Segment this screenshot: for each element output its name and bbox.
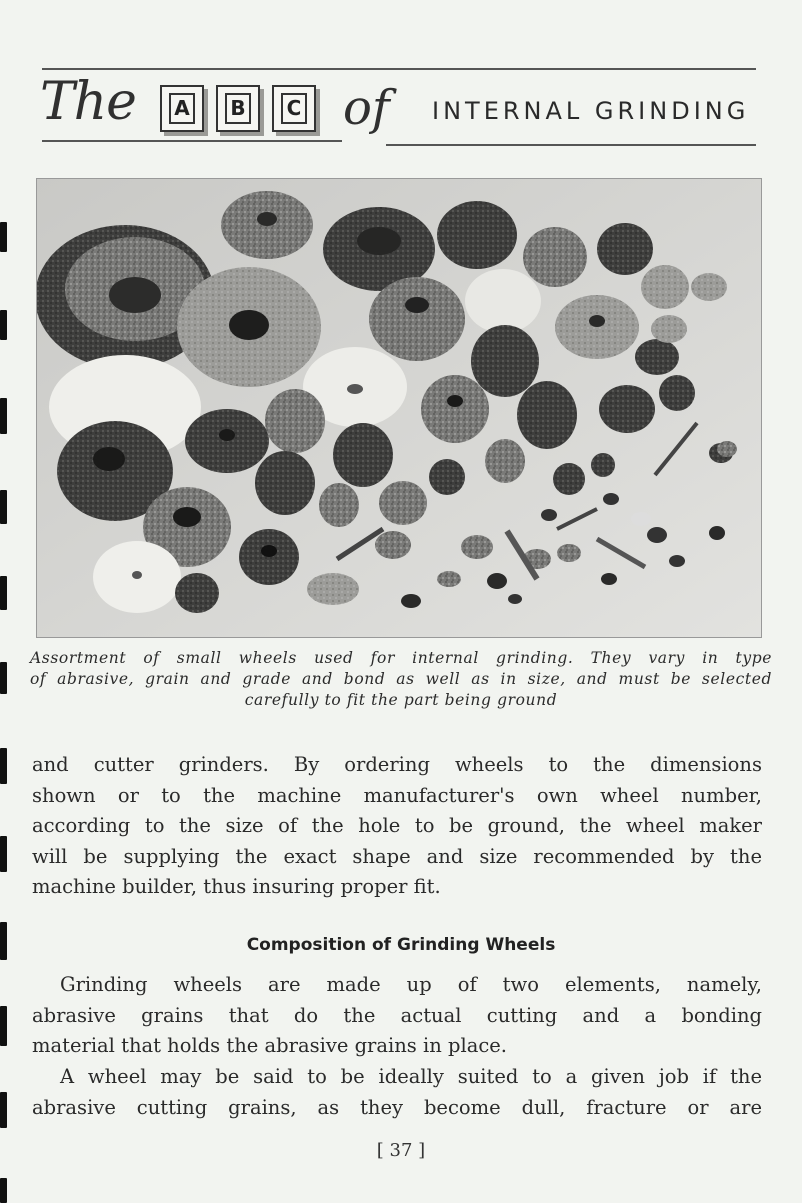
caption-line: Assortment of small wheels used for internal grinding. They vary in type [30,649,772,667]
header-rule-bottom-right [386,144,756,146]
paragraph-line: material that holds the abrasive grains in place. [32,1034,508,1057]
page-number: [ 37 ] [376,1140,426,1161]
header-block-a-letter: A [169,93,195,124]
paragraph-line: according to the size of the hole to be ground, the wheel maker [32,814,762,837]
paragraph-line: A wheel may be said to be ideally suited to a given job if the [60,1065,762,1088]
header-block-c-letter: C [281,93,307,124]
caption-line: of abrasive, grain and grade and bond as well as in size, and must be selected [30,670,772,688]
header-block-b-letter: B [225,93,251,124]
paragraph-line: abrasive cutting grains, as they become dull, fracture or are [32,1095,762,1119]
caption-line: carefully to fit the part being ground [244,691,558,709]
header-rule-top [42,68,756,70]
body-paragraph-1 [32,750,762,903]
paragraph-line: machine builder, thus insuring proper fit. [32,875,441,898]
header-title: INTERNAL GRINDING [432,97,750,125]
figure-caption [30,648,772,711]
header-block-c [272,85,316,132]
header-block-b [216,85,260,132]
header-rule-bottom-left [42,140,342,142]
body-paragraph-3 [32,1062,762,1123]
section-heading: Composition of Grinding Wheels [246,935,556,955]
paragraph-line: shown or to the machine manufacturer's own wheel number, [32,783,762,807]
grinding-wheels-photo [36,178,762,638]
paragraph-line: will be supplying the exact shape and size recommended by the [32,844,762,868]
paragraph-line: and cutter grinders. By ordering wheels to the dimensions [32,753,762,776]
paragraph-line: abrasive grains that do the actual cutting and a bonding [32,1003,762,1027]
header-script-of: of [343,80,390,136]
paragraph-line: Grinding wheels are made up of two elements, namely, [60,973,762,996]
header-block-a [160,85,204,132]
header-script-the: The [40,72,136,132]
body-paragraph-2 [32,970,762,1062]
